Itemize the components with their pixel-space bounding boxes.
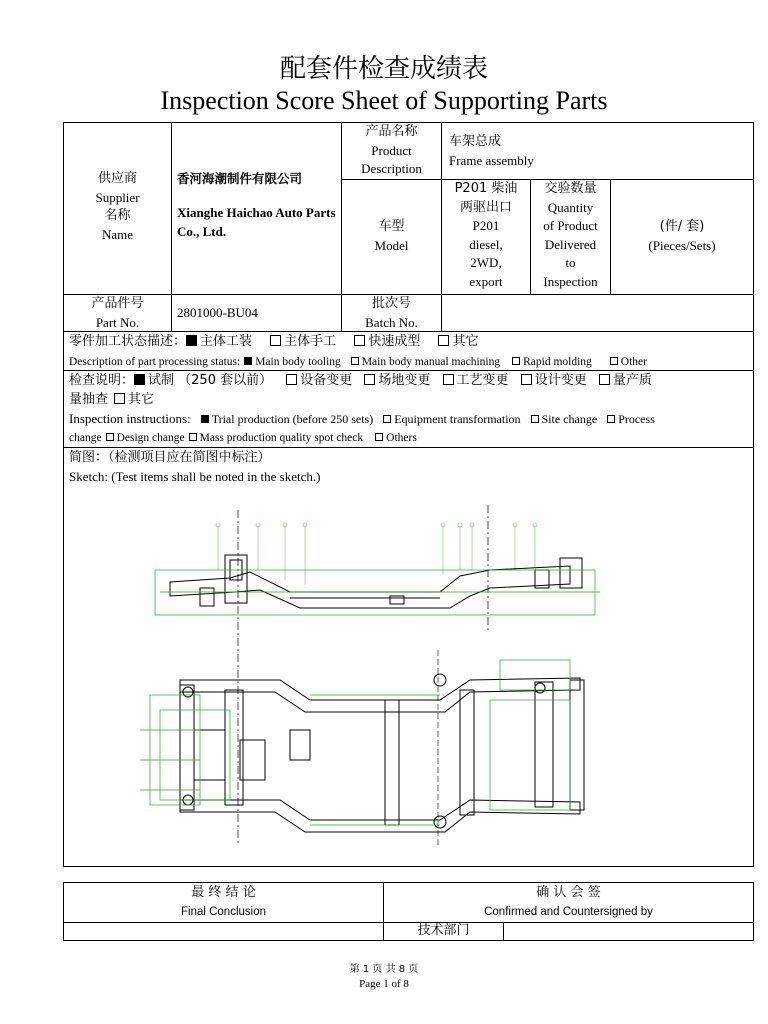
checkbox-equipment-change[interactable] xyxy=(286,374,297,385)
inspection-instructions-en-2: change Design change Mass production quality spot check Others xyxy=(69,432,417,444)
confirmed-countersigned-header: 确 认 会 签 Confirmed and Countersigned by xyxy=(484,885,653,918)
page-title-en: Inspection Score Sheet of Supporting Parts xyxy=(160,86,608,115)
checkbox-rapid-molding[interactable] xyxy=(354,335,365,346)
part-no-value: 2801000-BU04 xyxy=(177,305,258,320)
checkbox-design-change[interactable] xyxy=(521,374,532,385)
checkbox-site-change[interactable] xyxy=(364,374,375,385)
product-description-label: 产品名称 Product Description xyxy=(361,124,422,176)
quantity-unit: (件/ 套) (Pieces/Sets) xyxy=(648,219,716,253)
checkbox-process-change[interactable] xyxy=(443,374,454,385)
inspection-instructions-cn: 检查说明： 试制 （250 套以前） 设备变更 场地变更 工艺变更 设计变更 量产质 xyxy=(69,373,652,388)
checkbox-main-body-manual[interactable] xyxy=(270,335,281,346)
frame-assembly-sketch xyxy=(140,500,610,845)
quantity-label: 交验数量 Quantity of Product Delivered to Inspection xyxy=(543,181,598,289)
processing-status-en: Description of part processing status: Main body tooling Main body manual machining Rapid molding Other xyxy=(69,356,647,368)
inspection-instructions-cn-2: 量抽查 其它 xyxy=(69,392,155,407)
checkbox-other[interactable] xyxy=(438,335,449,346)
inspection-instructions-en: Inspection instructions: Trial production (before 250 sets) Equipment transformation Site change Process xyxy=(69,411,655,426)
checkbox-trial-production[interactable] xyxy=(134,374,145,385)
tech-dept-label: 技术部门 xyxy=(417,923,470,938)
page-title-cn: 配套件检查成绩表 xyxy=(279,54,488,84)
processing-status-cn: 零件加工状态描述： 主体工装 主体手工 快速成型 其它 xyxy=(69,334,479,349)
page-footer: 第 1 页 共 8 页 Page 1 of 8 xyxy=(349,964,419,990)
part-no-label: 产品件号 Part No. xyxy=(91,296,144,330)
supplier-label: 供应商 Supplier 名称 Name xyxy=(95,171,140,242)
checkbox-others[interactable] xyxy=(114,393,125,404)
model-label: 车型 Model xyxy=(374,219,409,253)
checkbox-main-body-tooling[interactable] xyxy=(186,335,197,346)
batch-no-label: 批次号 Batch No. xyxy=(365,296,418,330)
supplier-name: 香河海潮制件有限公司 Xianghe Haichao Auto Parts Co., Ltd. xyxy=(177,171,336,239)
sketch-label-en: Sketch: (Test items shall be noted in the sketch.) xyxy=(69,469,321,484)
model-value: P201 柴油 两驱出口 P201 diesel, 2WD, export xyxy=(454,181,518,289)
checkbox-mass-production[interactable] xyxy=(599,374,610,385)
product-description-value: 车架总成 Frame assembly xyxy=(449,134,534,168)
sketch-label-cn: 简图：（检测项目应在简图中标注） xyxy=(69,450,271,465)
final-conclusion-header: 最 终 结 论 Final Conclusion xyxy=(180,885,266,918)
